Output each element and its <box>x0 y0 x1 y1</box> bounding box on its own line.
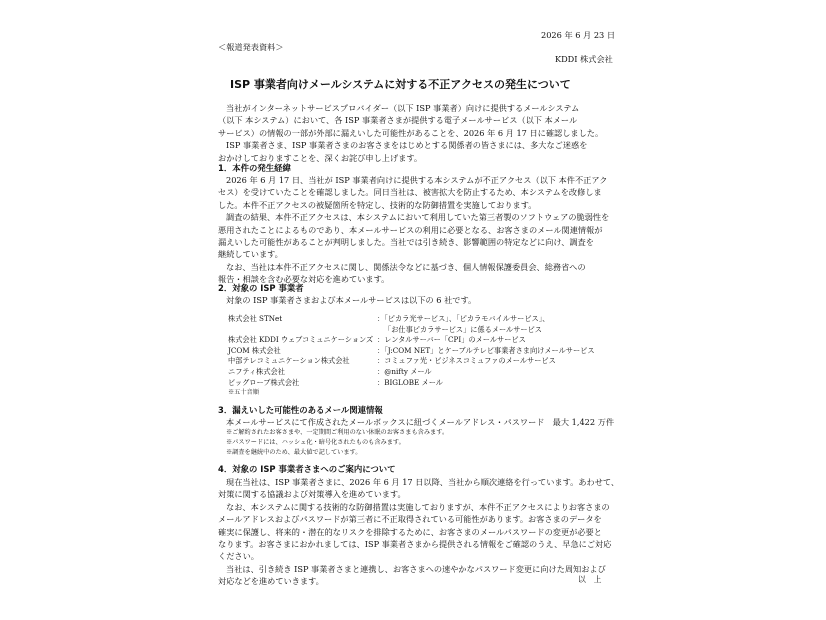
section1-heading: 1．本件の発生経緯 <box>218 163 291 173</box>
release-date: 2026 年 6 月 23 日 <box>541 30 616 40</box>
section1-line: 2026 年 6 月 17 日、当社が ISP 事業者向けに提供する本システムが不正アクセス（以下 本件不正アク <box>226 175 608 185</box>
section1-line: なお、当社は本件不正アクセスに関し、関係法令などに基づき、個人情報保護委員会、総務省への <box>226 261 586 272</box>
section4-line: メールアドレスおよびパスワードが第三者に不正取得されている可能性があります。お客さまのデータを <box>218 514 602 525</box>
section1-line: 悪用されたことによるものであり、本メールサービスの利用に必要となる、お客さまのメール関連情報が <box>218 224 603 235</box>
table-row <box>228 335 648 346</box>
section4-line: 対応などを進めていきます。 <box>218 576 324 587</box>
section4-heading: 4．対象の ISP 事業者さまへのご案内について <box>218 464 396 474</box>
table-row <box>228 367 648 378</box>
section3-heading: 3．漏えいした可能性のあるメール関連情報 <box>218 405 383 415</box>
section1-line: 報告・相談を含む必要な対応を進めています。 <box>218 274 390 285</box>
table-row <box>228 314 648 325</box>
isp-table <box>228 314 648 388</box>
section3-note: ※パスワードには、ハッシュ化・暗号化されたものも含みます。 <box>226 439 405 446</box>
intro-line: サービス）の情報の一部が外部に漏えいした可能性があることを、2026 年 6 月 17 日に確認しました。 <box>218 127 604 138</box>
company-name: KDDI 株式会社 <box>555 54 613 64</box>
isp-company: 株式会社 KDDI ウェブコミュニケーションズ <box>228 335 374 345</box>
table-row <box>228 356 648 367</box>
table-note: ※五十音順 <box>228 389 259 396</box>
intro-line: 当社がインターネットサービスプロバイダー（以下 ISP 事業者）向けに提供するメールシステム <box>226 103 580 113</box>
isp-service: 「お仕事ピカラサービス」に係るメールサービス <box>384 324 542 334</box>
isp-company: 中部テレコミュニケーション株式会社 <box>228 356 350 366</box>
intro-line: （以下 本システム）において、各 ISP 事業者さまが提供する電子メールサービス（以下 本メール <box>218 115 578 126</box>
page-title: ISP 事業者向けメールシステムに対する不正アクセスの発生について <box>230 78 571 91</box>
section1-line: 調査の結果、本件不正アクセスは、本システムにおいて利用していた第三者製のソフトウェアの脆弱性を <box>226 212 610 223</box>
table-row <box>228 325 648 336</box>
section1-line: 継続しています。 <box>218 249 283 260</box>
isp-service: ：@nifty メール <box>377 366 432 376</box>
table-row <box>228 346 648 357</box>
section2-lead: 対象の ISP 事業者さまおよび本メールサービスは以下の 6 社です。 <box>226 295 477 305</box>
isp-company <box>228 325 377 336</box>
section3-line: 本メールサービスにて作成されたメールボックスに紐づくメールアドレス・パスワード 最大 1,422 万件 <box>226 417 615 427</box>
section4-line: なお、本システムに関する技術的な防御措置は実施しておりますが、本件不正アクセスによりお客さまの <box>226 501 610 512</box>
section4-line: なります。お客さまにおかれましては、ISP 事業者さまから提供される情報をご確認のうえ、早急にご対応 <box>218 539 612 550</box>
section4-line: ください。 <box>218 551 259 562</box>
isp-company: 株式会社 STNet <box>228 314 283 323</box>
isp-service: ：レンタルサーバー「CPI」のメールサービス <box>377 335 526 345</box>
release-type: ＜報道発表資料＞ <box>218 42 284 52</box>
isp-company: ビッグローブ株式会社 <box>228 377 300 387</box>
section4-body <box>218 476 619 588</box>
isp-service: ：コミュファ光・ビジネスコミュファのメールサービス <box>377 356 556 366</box>
table-row <box>228 378 648 389</box>
intro-line: ISP 事業者さま、ISP 事業者さまのお客さまをはじめとする関係者の皆さまには、多大なご迷惑を <box>226 140 588 151</box>
section3-note: ※ご解約されたお客さまや、一定期間ご利用のない休眠のお客さまも含みます。 <box>226 429 449 436</box>
intro-line: おかけしておりますことを、深くお詫び申し上げます。 <box>218 152 423 163</box>
section4-line: 当社は、引き続き ISP 事業者さまと連携し、お客さまへの速やかなパスワード変更に向けた周知および <box>226 563 606 574</box>
section1-body <box>218 174 609 286</box>
isp-service: ：「ピカラ光サービス」、「ピカラモバイルサービス」、 <box>377 314 550 323</box>
section3-note: ※調査を継続中のため、最大値で記しています。 <box>226 449 362 456</box>
section2-heading: 2．対象の ISP 事業者 <box>218 283 304 293</box>
isp-service: ：「J:COM NET」とケーブルテレビ事業者さま向けメールサービス <box>377 345 595 355</box>
section1-line: セス）を受けていたことを確認しました。同日当社は、被害拡大を防止するため、本システムを改修しま <box>218 187 602 198</box>
section4-line: 対策に関する協議および対策導入を進めています。 <box>218 489 406 500</box>
section4-line: 現在当社は、ISP 事業者さまに、2026 年 6 月 17 日以降、当社から順次連絡を行っています。あわせて、 <box>226 477 620 487</box>
section3-notes <box>226 428 448 458</box>
isp-service: ：BIGLOBE メール <box>377 377 443 387</box>
isp-company: JCOM 株式会社 <box>228 345 281 355</box>
section4-line: 確実に保護し、将来的・潜在的なリスクを排除するために、お客さまのメールパスワードの変更が必要と <box>218 526 602 537</box>
section1-line: した。本件不正アクセスの被疑箇所を特定し、技術的な防御措置を実施しております。 <box>218 199 537 210</box>
section1-line: 漏えいした可能性があることが判明しました。当社では引き続き、影響範囲の特定などに向け、調査を <box>218 237 594 248</box>
closing-mark: 以 上 <box>578 575 602 584</box>
isp-company: ニフティ株式会社 <box>228 366 285 376</box>
intro-paragraph <box>218 102 603 164</box>
